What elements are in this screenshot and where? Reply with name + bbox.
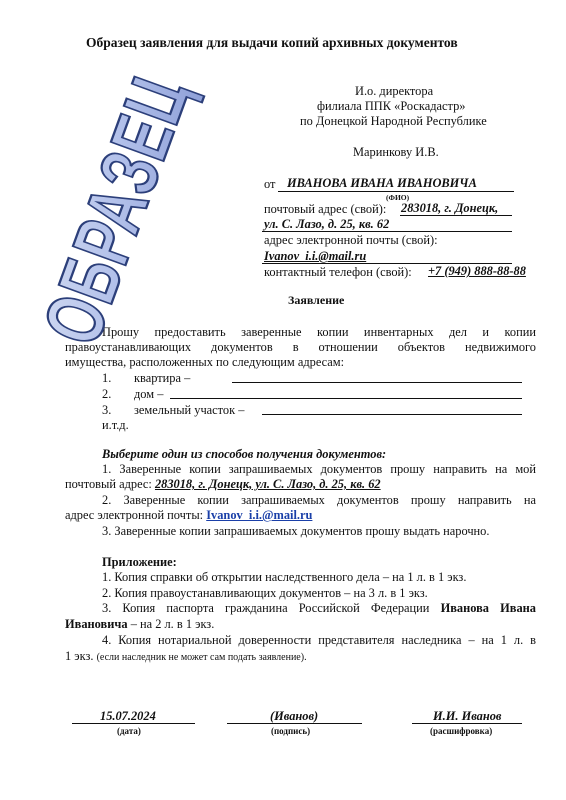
method-1-line-1-text: 1. Заверенные копии запрашиваемых документов прошу направить на мой [102,462,536,476]
request-line-1 [102,325,536,340]
applicant-name-underline [278,191,514,192]
appendix-item-4-count: 1 экз. [65,649,94,663]
signature-date-line [72,723,195,724]
appendix-item-4-line-2 [65,649,307,665]
item-3-fill-line [262,414,522,415]
addressee-name: Маринкову И.В. [353,145,439,159]
request-line-3: имущества, расположенных по следующим адресам: [65,355,345,369]
method-2-line-1-text: 2. Заверенные копии запрашиваемых документов прошу направить на [102,493,536,507]
addressee-organization: филиала ППК «Роскадастр» [317,99,466,113]
postal-address-value-2: ул. С. Лазо, д. 25, кв. 62 [264,217,390,231]
appendix-item-3-text: 3. Копия паспорта гражданина Российской Федерации [102,601,430,615]
item-3-number: 3. [102,403,112,417]
appendix-heading: Приложение: [102,555,177,569]
appendix-item-1: 1. Копия справки об открытии наследственного дела – на 1 л. в 1 экз. [102,570,467,584]
signature-decode-label: (расшифровка) [430,726,493,736]
phone-value: +7 (949) 888-88-88 [428,264,526,278]
email-value: Ivanov_i.i.@mail.ru [264,249,367,263]
method-2-line-1 [102,493,536,508]
method-1-line-1 [102,462,536,477]
sample-watermark-text: ОБРАЗЕЦ [25,64,206,356]
signature-sign-line [227,723,362,724]
postal-address-underline-2 [262,231,512,232]
signature-sign-value: (Иванов) [270,709,319,723]
addressee-region: по Донецкой Народной Республике [300,114,487,128]
signature-decode-value: И.И. Иванов [433,709,502,723]
signature-date-label: (дата) [117,726,141,736]
methods-heading: Выберите один из способов получения документов: [102,447,387,461]
phone-label: контактный телефон (свой): [264,265,412,279]
appendix-item-3-patronymic: Ивановича [65,617,128,631]
page-title: Образец заявления для выдачи копий архивных документов [86,35,458,50]
signature-decode-line [412,723,522,724]
appendix-item-3-rest: – на 2 л. в 1 экз. [130,617,215,631]
request-line-1-text: Прошу предоставить заверенные копии инвентарных дел и копии [102,325,536,339]
appendix-item-2: 2. Копия правоустанавливающих документов – на 3 л. в 1 экз. [102,586,428,600]
appendix-item-3-line-2 [65,617,214,632]
addressee-position: И.о. директора [355,84,434,98]
method-2-line-2 [65,508,312,523]
item-etc: и.т.д. [102,418,129,432]
method-3: 3. Заверенные копии запрашиваемых документов прошу выдать нарочно. [102,524,490,538]
item-2-number: 2. [102,387,112,401]
postal-address-underline-1 [400,215,512,216]
item-2-fill-line [170,398,522,399]
appendix-item-4-note: (если наследник не может сам подать заявление). [96,652,307,663]
method-2-email-link[interactable]: Ivanov_i.i.@mail.ru [206,508,313,522]
postal-address-value-1: 283018, г. Донецк, [401,201,499,215]
request-line-2-text: правоустанавливающих документов в отношении объектов недвижимого [65,340,536,354]
applicant-name: ИВАНОВА ИВАНА ИВАНОВИЧА [287,176,477,190]
from-label: от [264,177,276,191]
fio-hint: (ФИО) [386,193,410,202]
request-line-2 [65,340,536,355]
postal-address-label: почтовый адрес (свой): [264,202,387,216]
item-1-fill-line [232,382,522,383]
appendix-item-4-line-1-text: 4. Копия нотариальной доверенности представителя наследника – на 1 л. в [102,633,536,647]
appendix-item-4-line-1 [102,633,536,648]
method-1-postal-label: почтовый адрес: [65,477,152,491]
method-2-email-label: адрес электронной почты: [65,508,204,522]
signature-date-value: 15.07.2024 [100,709,156,723]
item-1-label: квартира – [134,371,191,385]
signature-sign-label: (подпись) [271,726,311,736]
appendix-item-3-name: Иванова Ивана [440,601,536,615]
item-1-number: 1. [102,371,112,385]
statement-heading: Заявление [288,293,345,307]
appendix-item-3-line-1 [102,601,536,616]
item-2-label: дом – [134,387,164,401]
email-label: адрес электронной почты (свой): [264,233,438,247]
method-1-line-2 [65,477,381,492]
method-1-postal-value: 283018, г. Донецк, ул. С. Лазо, д. 25, кв. 62 [154,477,381,491]
item-3-label: земельный участок – [134,403,245,417]
